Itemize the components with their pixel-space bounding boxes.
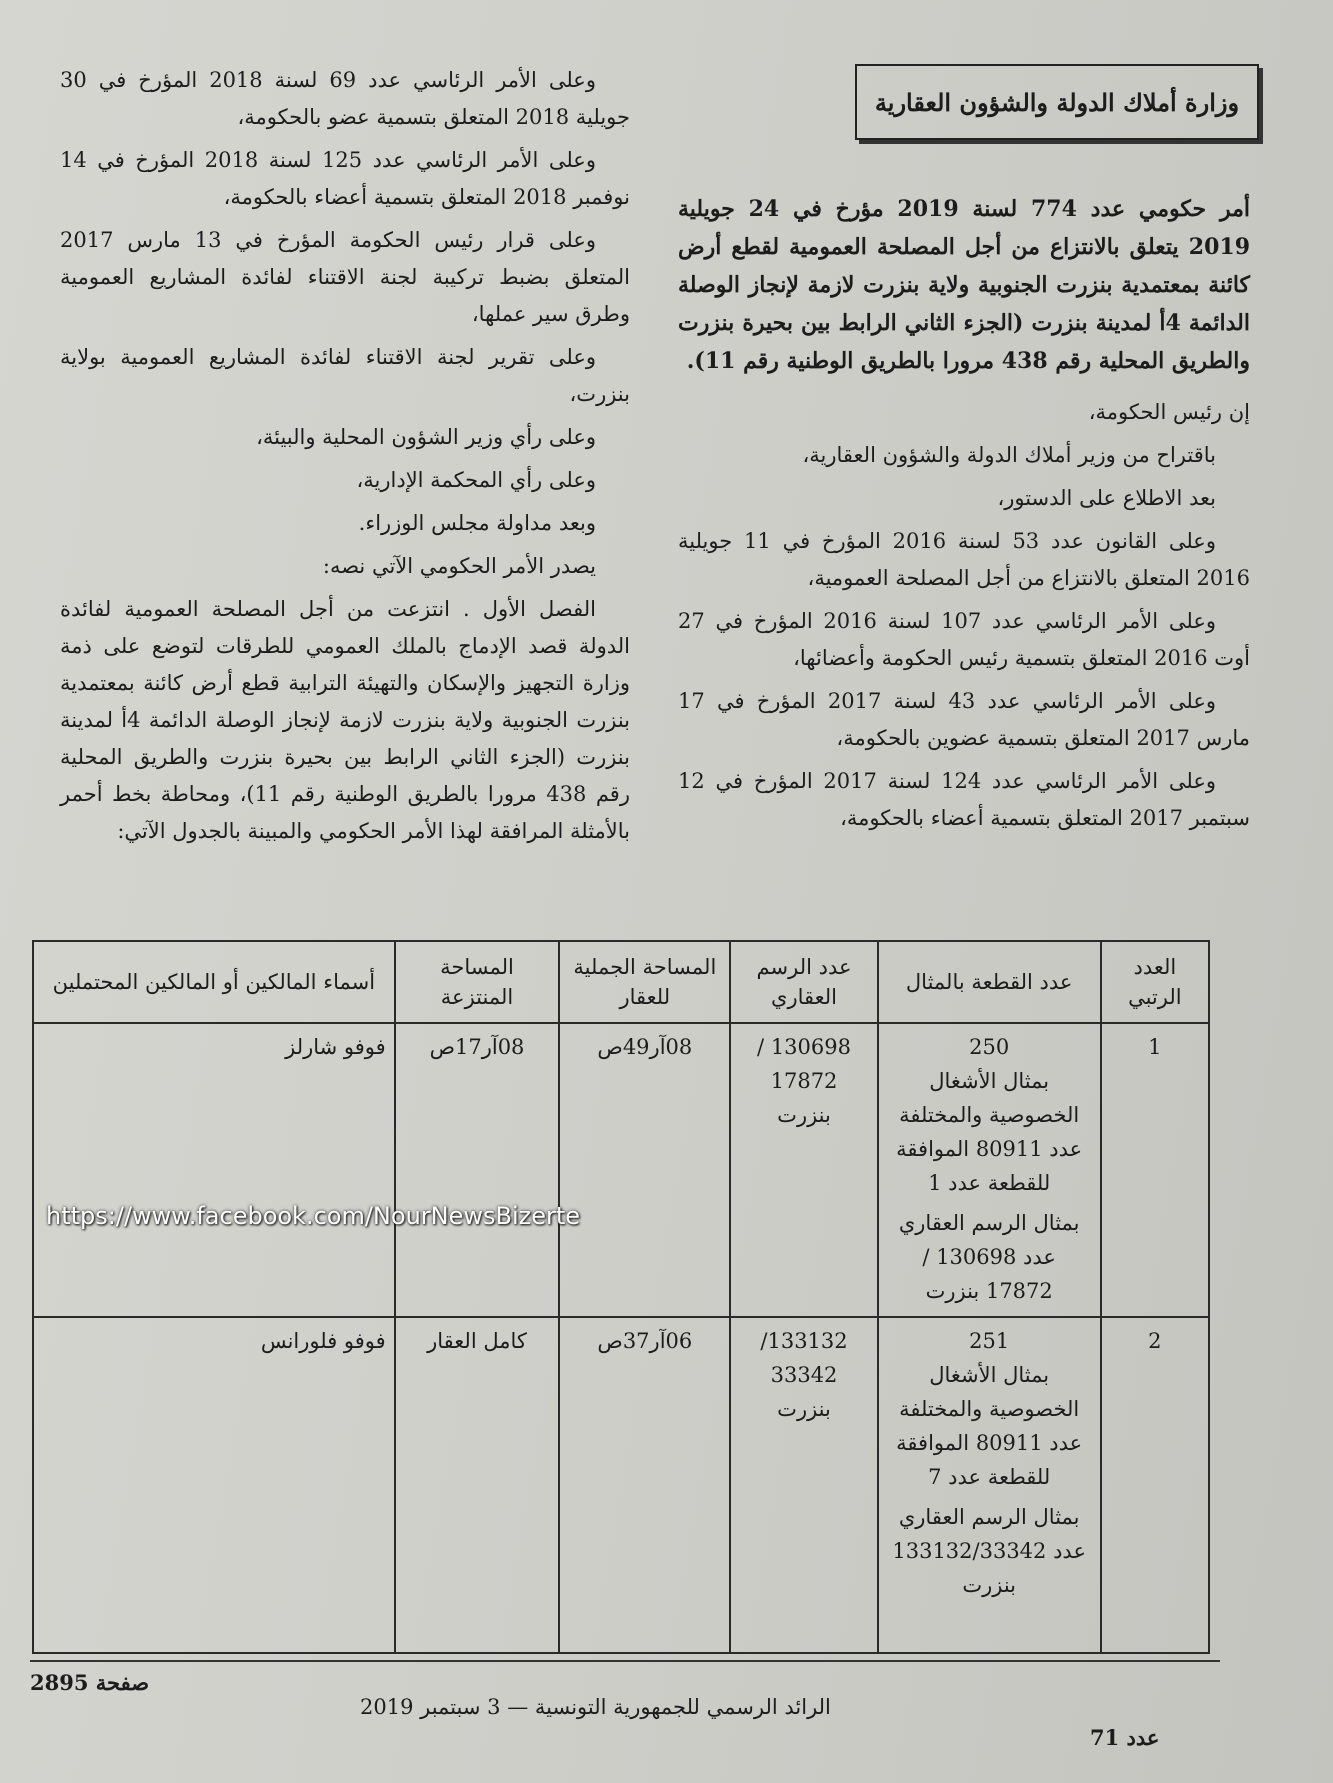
right-column bbox=[678, 190, 1250, 843]
paragraph-decree-125: وعلى الأمر الرئاسي عدد 125 لسنة 2018 المؤرخ في 14 نوفمبر 2018 المتعلق بتسمية أعضاء بالحكومة، bbox=[60, 148, 630, 209]
footer-journal: الرائد الرسمي للجمهورية التونسية — 3 سبتمبر 2019 bbox=[360, 1695, 831, 1719]
header-order: العدد الرتبي bbox=[1101, 941, 1209, 1023]
watermark-url: https://www.facebook.com/NourNewsBizerte bbox=[46, 1202, 581, 1230]
cell-expropriated-area: كامل العقار bbox=[395, 1317, 560, 1653]
cell-total-area: 06آر37ص bbox=[559, 1317, 730, 1653]
paragraph-proposal: باقتراح من وزير أملاك الدولة والشؤون العقارية، bbox=[802, 443, 1216, 467]
paragraph-decree-43: وعلى الأمر الرئاسي عدد 43 لسنة 2017 المؤرخ في 17 مارس 2017 المتعلق بتسمية عضوين بالحكومة، bbox=[678, 689, 1250, 750]
paragraph-constitution: بعد الاطلاع على الدستور، bbox=[997, 486, 1216, 510]
title-number: 130698 / 17872 bbox=[757, 1035, 851, 1093]
parcel-detail-works: بمثال الأشغال الخصوصية والمختلفة عدد 80911 الموافقة للقطعة عدد 1 bbox=[896, 1069, 1083, 1195]
parcels-table bbox=[32, 940, 1210, 1654]
cell-owner: فوفو فلورانس bbox=[33, 1317, 395, 1653]
paragraph-court-opinion: وعلى رأي المحكمة الإدارية، bbox=[356, 468, 596, 492]
paragraph-council-deliberation: وبعد مداولة مجلس الوزراء. bbox=[358, 511, 596, 535]
footer-divider bbox=[30, 1660, 1220, 1662]
cell-parcel bbox=[878, 1023, 1101, 1317]
header-expropriated-area: المساحة المنتزعة bbox=[395, 941, 560, 1023]
cell-order: 2 bbox=[1101, 1317, 1209, 1653]
paragraph-committee-report: وعلى تقرير لجنة الاقتناء لفائدة المشاريع العمومية بولاية بنزرت، bbox=[60, 345, 630, 406]
header-total-area: المساحة الجملية للعقار bbox=[559, 941, 730, 1023]
decree-title: أمر حكومي عدد 774 لسنة 2019 مؤرخ في 24 جويلية 2019 يتعلق بالانتزاع من أجل المصلحة العمومية لقطع أرض كائنة بمعتمدية بنزرت الجنوبية ولاية بنزرت لازمة لإنجاز الوصلة الدائمة 4أ لمدينة بنزرت (الجزء الثاني الرابط بين بحيرة بنزرت والطريق المحلية رقم 438 مرورا بالطريق الوطنية رقم 11). bbox=[678, 196, 1250, 374]
title-city: بنزرت bbox=[777, 1103, 831, 1127]
table-row bbox=[33, 1023, 1209, 1317]
paragraph-decree-107: وعلى الأمر الرئاسي عدد 107 لسنة 2016 المؤرخ في 27 أوت 2016 المتعلق بتسمية رئيس الحكومة وأعضائها، bbox=[678, 609, 1250, 670]
footer-page-number: صفحة 2895 bbox=[30, 1670, 150, 1695]
paragraph-law-53: وعلى القانون عدد 53 لسنة 2016 المؤرخ في 11 جويلية 2016 المتعلق بالانتزاع من أجل المصلحة العمومية، bbox=[678, 529, 1250, 590]
header-title-number: عدد الرسم العقاري bbox=[730, 941, 877, 1023]
left-column bbox=[60, 62, 630, 856]
table-header-row bbox=[33, 941, 1209, 1023]
parcel-detail-title: بمثال الرسم العقاري عدد 130698 / 17872 بنزرت bbox=[898, 1211, 1080, 1303]
title-city: بنزرت bbox=[777, 1397, 831, 1421]
cell-title-number bbox=[730, 1317, 877, 1653]
title-number: 133132/ 33342 bbox=[760, 1329, 848, 1387]
ministry-header: وزارة أملاك الدولة والشؤون العقارية bbox=[855, 64, 1259, 140]
paragraph-issues-decree: يصدر الأمر الحكومي الآتي نصه: bbox=[322, 554, 596, 578]
header-parcel: عدد القطعة بالمثال bbox=[878, 941, 1101, 1023]
parcel-detail-works: بمثال الأشغال الخصوصية والمختلفة عدد 80911 الموافقة للقطعة عدد 7 bbox=[896, 1363, 1083, 1489]
parcel-number: 251 bbox=[969, 1329, 1010, 1353]
cell-parcel bbox=[878, 1317, 1101, 1653]
table-row bbox=[33, 1317, 1209, 1653]
cell-order: 1 bbox=[1101, 1023, 1209, 1317]
footer-issue-number: عدد 71 bbox=[1090, 1725, 1160, 1750]
paragraph-minister-opinion: وعلى رأي وزير الشؤون المحلية والبيئة، bbox=[256, 425, 596, 449]
paragraph-head-of-government: إن رئيس الحكومة، bbox=[1088, 400, 1250, 424]
cell-title-number bbox=[730, 1023, 877, 1317]
cell-total-area: 08آر49ص bbox=[559, 1023, 730, 1317]
article-1: الفصل الأول . انتزعت من أجل المصلحة العمومية لفائدة الدولة قصد الإدماج بالملك العمومي للطرقات لتوضع على ذمة وزارة التجهيز والإسكان والتهيئة الترابية قطع أرض كائنة بمعتمدية بنزرت الجنوبية ولاية بنزرت لازمة لإنجاز الوصلة الدائمة 4أ لمدينة بنزرت (الجزء الثاني الرابط بين بحيرة بنزرت والطريق المحلية رقم 438 مرورا بالطريق الوطنية رقم 11)، ومحاطة بخط أحمر بالأمثلة المرافقة لهذا الأمر الحكومي والمبينة بالجدول الآتي: bbox=[60, 597, 630, 843]
cell-expropriated-area: 08آر17ص bbox=[395, 1023, 560, 1317]
paragraph-decree-69: وعلى الأمر الرئاسي عدد 69 لسنة 2018 المؤرخ في 30 جويلية 2018 المتعلق بتسمية عضو بالحكومة، bbox=[60, 68, 630, 129]
paragraph-pm-decision: وعلى قرار رئيس الحكومة المؤرخ في 13 مارس 2017 المتعلق بضبط تركيبة لجنة الاقتناء لفائدة المشاريع العمومية وطرق سير عملها، bbox=[60, 228, 630, 326]
header-owners: أسماء المالكين أو المالكين المحتملين bbox=[33, 941, 395, 1023]
parcel-number: 250 bbox=[969, 1035, 1010, 1059]
parcel-detail-title: بمثال الرسم العقاري عدد 133132/33342 بنزرت bbox=[892, 1505, 1086, 1597]
cell-owner: فوفو شارلز bbox=[33, 1023, 395, 1317]
paragraph-decree-124: وعلى الأمر الرئاسي عدد 124 لسنة 2017 المؤرخ في 12 سبتمبر 2017 المتعلق بتسمية أعضاء بالحكومة، bbox=[678, 769, 1250, 830]
